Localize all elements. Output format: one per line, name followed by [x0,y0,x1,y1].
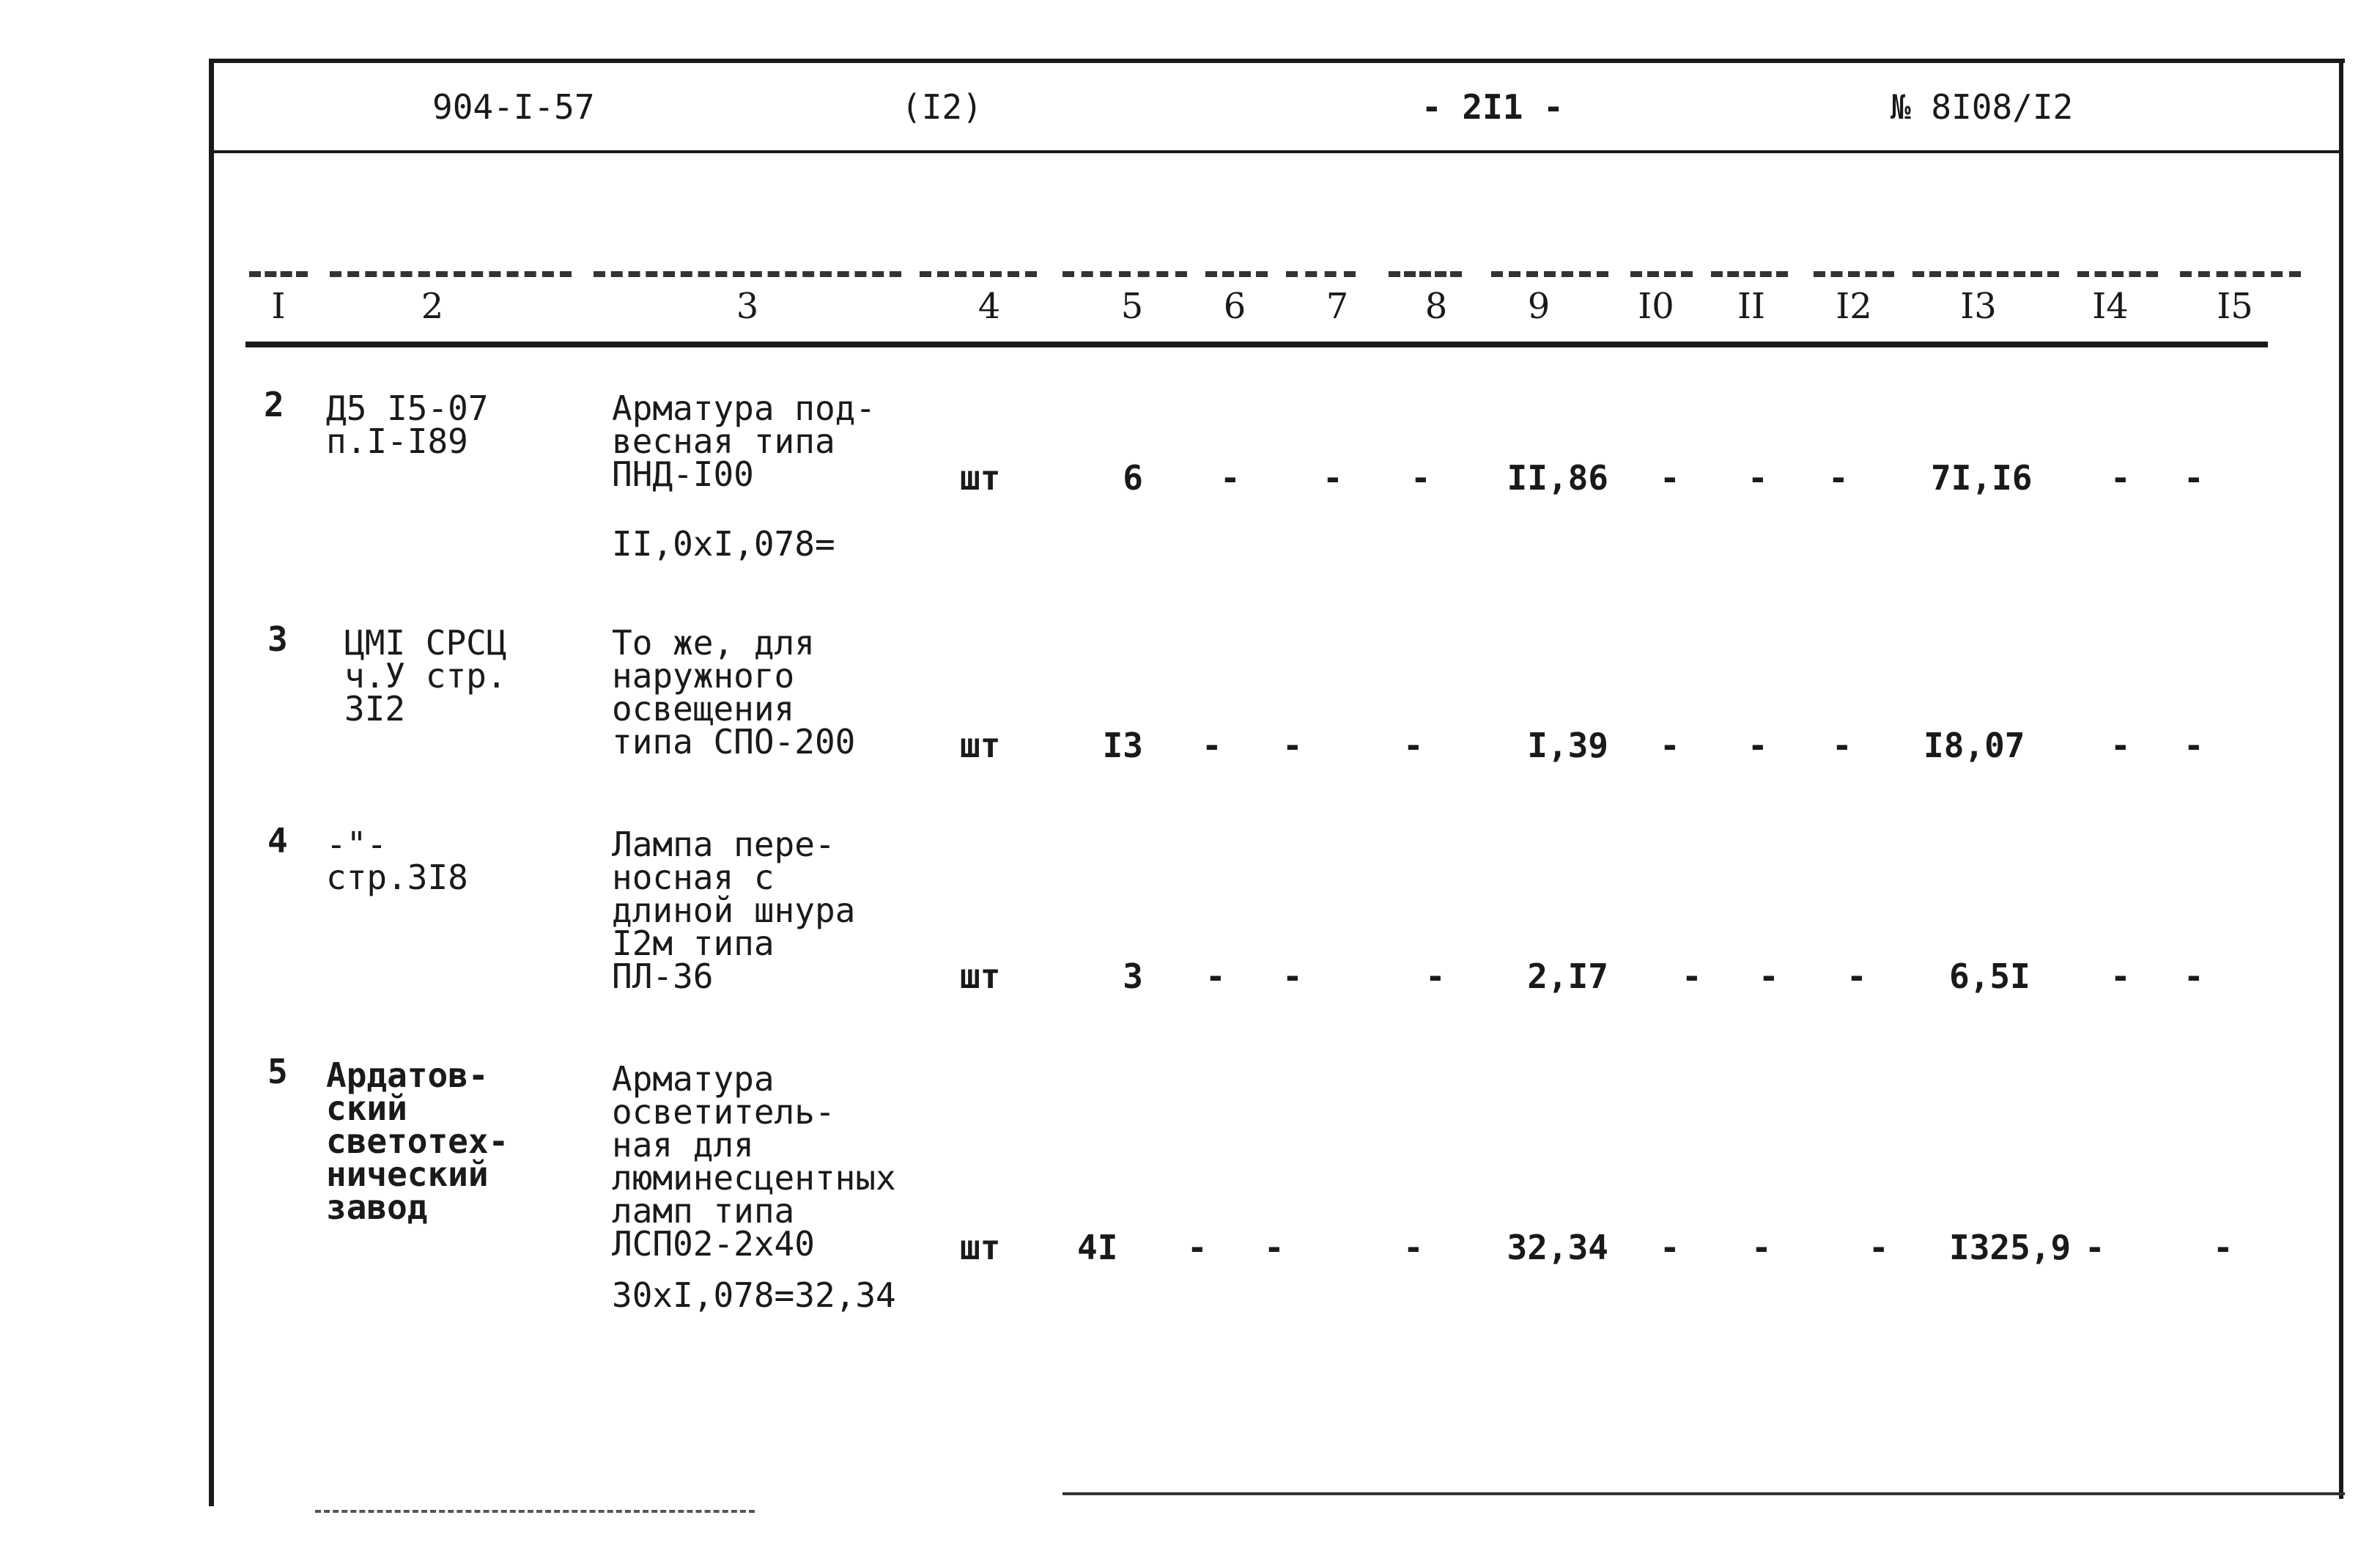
column-rule [1389,271,1462,277]
row-col8: - [1411,458,1431,498]
row-col14: - [2110,957,2131,996]
row-source: Ардатов- ский светотех- нический завод [326,1055,509,1227]
column-header: I [271,286,286,327]
order-number: № 8I08/I2 [1891,87,2074,127]
page-number: - 2I1 - [1422,87,1564,127]
column-header: 9 [1527,286,1551,327]
row-total: 6,5I [1949,957,2030,996]
column-header: I3 [1960,286,1997,327]
column-rule [1286,271,1356,277]
row-col8: - [1425,957,1446,996]
column-rule [1814,271,1894,277]
row-col10: - [1682,957,1702,996]
bottom-dashed-line [315,1510,755,1513]
row-col6: - [1220,458,1241,498]
sheet-part: (I2) [901,87,983,127]
row-col6: - [1205,957,1226,996]
row-col7: - [1323,458,1343,498]
column-header: I0 [1638,286,1674,327]
row-col11: - [1751,1228,1772,1267]
row-col12: - [1869,1228,1889,1267]
column-header-divider [245,342,2268,347]
column-header: 2 [421,286,444,327]
row-number: 5 [267,1052,288,1091]
document-code: 904-I-57 [432,87,595,127]
row-col15: - [2184,458,2204,498]
column-rule [330,271,572,277]
frame-bottom-border [1062,1492,2345,1495]
row-col11: - [1748,458,1768,498]
row-number: 3 [267,619,288,659]
column-rule [1630,271,1693,277]
row-col10: - [1660,1228,1680,1267]
row-col7: - [1282,726,1303,765]
row-col7: - [1264,1228,1285,1267]
row-price: I,39 [1527,726,1608,765]
row-col12: - [1828,458,1849,498]
column-header: 5 [1120,286,1144,327]
column-header: I5 [2217,286,2253,327]
column-rule [594,271,901,277]
row-price: 32,34 [1507,1228,1608,1267]
column-header: II [1737,286,1765,327]
row-col10: - [1660,458,1680,498]
row-col10: - [1660,726,1680,765]
column-rule [1491,271,1608,277]
frame-right-border [2339,59,2343,1499]
row-col14: - [2085,1228,2105,1267]
row-unit: шт [960,458,1001,498]
row-quantity: I3 [1102,726,1143,765]
row-total: I8,07 [1923,726,2025,765]
row-col14: - [2110,726,2131,765]
row-unit: шт [960,957,1001,996]
row-col7: - [1282,957,1303,996]
column-rule [2180,271,2301,277]
row-col15: - [2213,1228,2233,1267]
column-header: 3 [736,286,759,327]
row-description: Арматура осветитель- ная для люминесцентных ламп типа ЛСП02-2х40 [612,1059,896,1264]
row-unit: шт [960,726,1001,765]
row-calculation: 30xI,078=32,34 [612,1275,896,1315]
frame-left-border [209,59,214,1506]
row-source: ЦМI СРСЦ ч.У стр. 3I2 [344,623,507,729]
column-header: I2 [1836,286,1872,327]
row-unit: шт [960,1228,1001,1267]
row-col11: - [1759,957,1779,996]
row-price: 2,I7 [1527,957,1608,996]
column-rule [920,271,1037,277]
row-quantity: 3 [1123,957,1143,996]
row-calculation: II,0xI,078= [612,524,835,564]
row-description: То же, для наружного освещения типа СПО-200 [612,623,856,762]
row-col8: - [1403,726,1424,765]
row-col11: - [1748,726,1768,765]
column-rule [1062,271,1187,277]
row-col6: - [1187,1228,1208,1267]
row-total: 7I,I6 [1931,458,2033,498]
row-col8: - [1403,1228,1424,1267]
row-quantity: 6 [1123,458,1143,498]
row-source: Д5 I5-07 п.I-I89 [326,388,489,461]
row-source: -"- стр.3I8 [326,825,468,897]
column-header: 4 [978,286,1001,327]
row-col14: - [2110,458,2131,498]
column-header: 7 [1326,286,1349,327]
row-col12: - [1832,726,1852,765]
frame-top-border [209,59,2345,63]
column-rule [1205,271,1268,277]
column-rule [1711,271,1788,277]
row-number: 4 [267,821,288,860]
row-col12: - [1847,957,1867,996]
row-quantity: 4I [1077,1228,1118,1267]
row-col15: - [2184,726,2204,765]
column-rule [1912,271,2059,277]
column-header: 6 [1223,286,1246,327]
column-rule [2077,271,2158,277]
column-header: 8 [1424,286,1448,327]
header-divider [214,150,2339,153]
row-col15: - [2184,957,2204,996]
row-description: Арматура под- весная типа ПНД-I00 [612,388,876,494]
row-total: I325,9 [1949,1228,2072,1267]
row-col6: - [1202,726,1222,765]
row-number: 2 [264,385,284,424]
column-rule [249,271,308,277]
row-description: Лампа пере- носная с длиной шнура I2м типа ПЛ-36 [612,825,856,996]
column-header: I4 [2092,286,2129,327]
row-price: II,86 [1507,458,1608,498]
